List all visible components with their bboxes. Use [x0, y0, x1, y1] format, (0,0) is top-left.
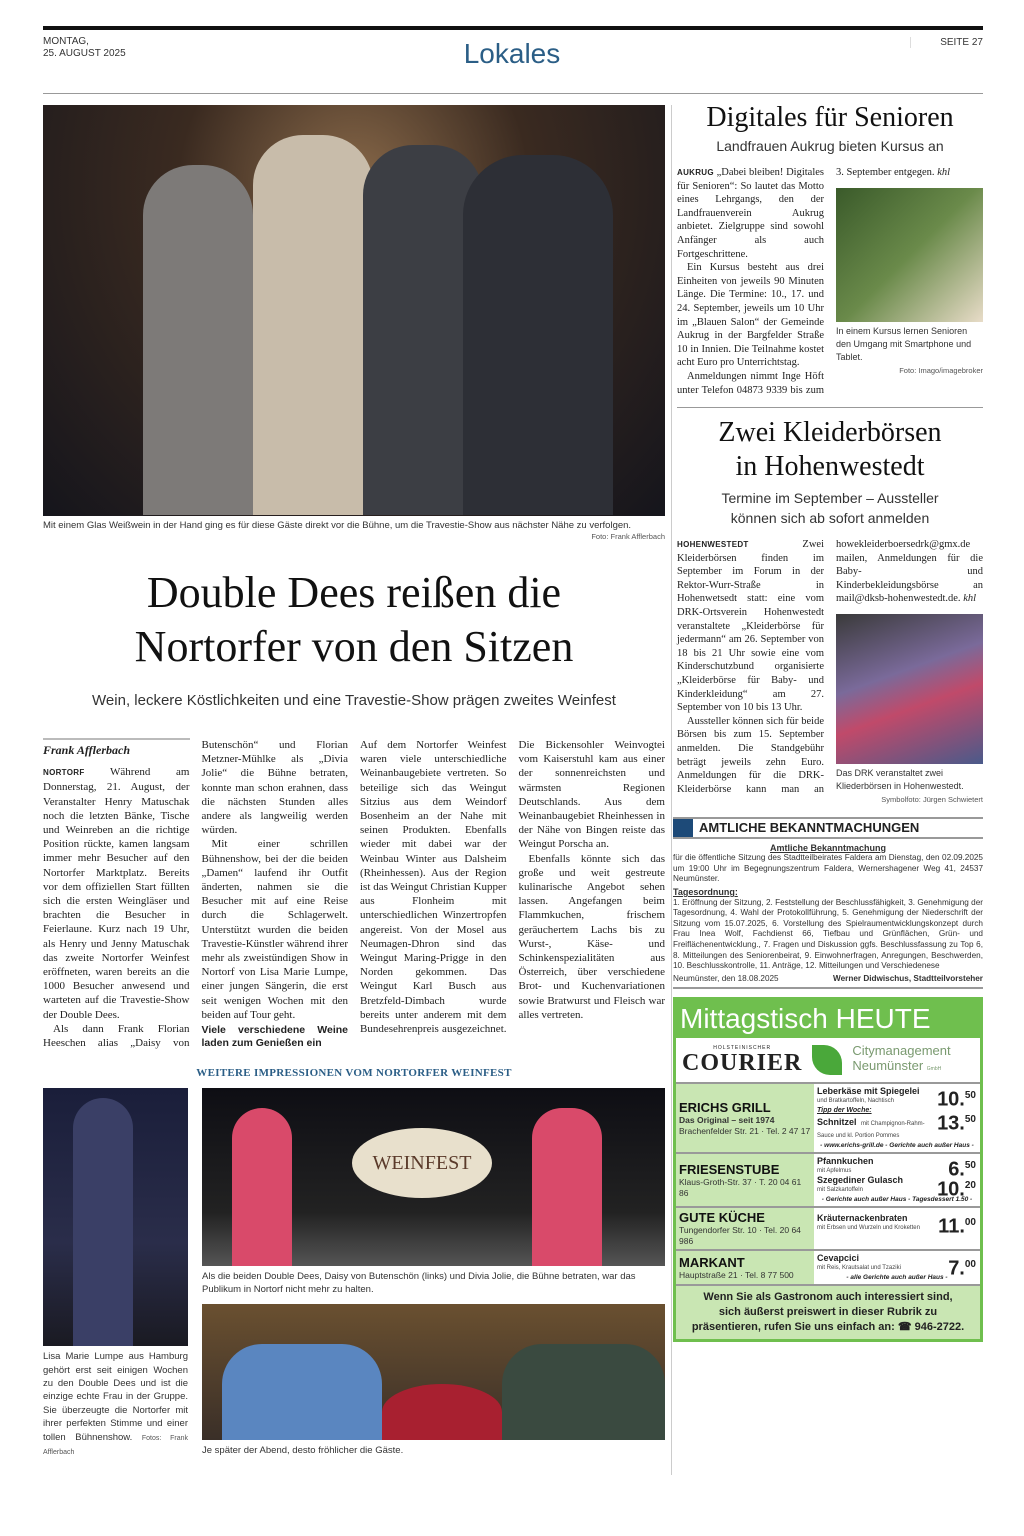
erichs-note: - www.erichs-grill.de - Gerichte auch außer Haus - — [820, 1142, 974, 1150]
header-rule — [43, 93, 983, 94]
gallery — [43, 1088, 665, 1473]
amtlich-header: AMTLICHE BEKANNTMACHUNGEN — [673, 817, 983, 839]
senioren-caption: In einem Kursus lernen Senioren den Umgang mit Smartphone und Tablet. — [836, 325, 972, 362]
author-initials: khl — [937, 167, 951, 178]
subheading: Viele verschiedene Weine laden zum Genießen ein — [201, 1024, 348, 1050]
paragraph: Während am Donnerstag, 21. August, der Veranstalter Henry Matuschak noch die letzten Bänke, Tische und Weinreben an die richtige Position rückte, kamen langsam immer mehr Besucher auf den Nortorfer Marktplatz. Bereits vor dem offiziellen Start füllten sich die ersten Weingläser und brachten die Besucher in Feierlaune. Kurz nach 19 Uhr, als Henry und Jenny Matuschak das zweite Nortorfer Weinfest eröffneten, waren bereits an die 1000 Besucher anwesend und warteten auf die Travestie-Show der Double Dees. — [43, 766, 190, 1021]
ad-row-gute-kueche: GUTE KÜCHE Tungendorfer Str. 10 · Tel. 20 64 986 Kräuternackenbraten mit Erbsen und Wurzeln und Kroketten 11.00 — [676, 1206, 980, 1249]
photo-singer — [43, 1088, 188, 1346]
dateline: AUKRUG — [677, 168, 714, 177]
paragraph: Ebenfalls könnte sich das große und weit gestreute kulinarische Angebot sehen lassen. Angefangen beim Flammkuchen, frischem geräuchertem Lachs bis zu Wurst-, Käse- und Schinkenspezialitäten aus Österreich, über verschiedene Brot- und Kuchenvariationen sowie Bratwurst und Fleisch war alles vertreten. — [518, 852, 665, 1021]
byline: Frank Afflerbach — [43, 738, 190, 757]
page-number: SEITE 27 — [910, 37, 983, 48]
ad-footer: Wenn Sie als Gastronom auch interessiert sind, sich äußerst preiswert in dieser Rubrik zu präsentieren, rufen Sie uns einfach an: ☎ 946-2722. — [676, 1284, 980, 1339]
blue-marker — [673, 819, 693, 837]
paragraph: Mit einer schrillen Bühnenshow, bei der die beiden „Damen“ laufend ihr Outfit änderten, nahmen sie die Besucher mit auf eine Reise durch die Schlagerwelt. Unterstützt wurden die beiden Travestie-Künstler während ihrer mehr als zweistündigen Show in Nortorf von Lisa Marie Lumpe, einer jungen Sängerin, die erst seit wenigen Wochen mit den beiden auf Tour geht. — [201, 838, 348, 1021]
column-divider — [671, 105, 672, 1475]
signer: Werner Didwischus, Stadtteilvorsteher — [833, 973, 983, 983]
weinfest-sign: WEINFEST — [352, 1128, 492, 1198]
mittagstisch-ad — [673, 997, 983, 1342]
table-shape — [382, 1384, 502, 1440]
person-shape — [253, 135, 373, 515]
section-title: Lokales — [463, 38, 561, 69]
singer-caption: Lisa Marie Lumpe aus Hamburg gehört erst seit einigen Wochen zu den Double Dees und ist die einzige echte Frau in der Gruppe. Sie überzeugte die Nortorfer mit ihrer perfekten Stimme und einer tollen Bühnenshow. Fotos: Frank Afflerbach — [43, 1351, 189, 1457]
person-shape — [143, 165, 253, 515]
main-photo-caption-block — [43, 519, 665, 541]
weekday: MONTAG, — [43, 36, 89, 47]
kleider-figure — [836, 614, 983, 807]
person-shape — [463, 155, 613, 515]
senioren-body: AUKRUG „Dabei bleiben! Digitales für Senioren“: So lautet das Motto eines Lehrgangs, den der Landfrauenverein Aukrug anbietet. Zielgruppe sind sowohl Anfänger als auch Fortgeschrittene. Ein Kursus besteht aus drei Einheiten von jeweils 90 Minuten Länge. Die Termine: 10., 17. und 24. September, jeweils um 10 Uhr im „Blauen Salon“ der Gemeinde Aukrug in der Bargfelder Straße 10 in Innien. Die Teilnahme kostet acht Euro pro Unterrichtstag. Anmeldungen nimmt Inge Höft unter Telefon 04873 9339 bis zum 3. September entgegen. khl In einem Kursus lernen Senioren den Umgang mit Smartphone und Tablet. Foto: Imago/imagebroker — [677, 167, 983, 396]
top-rule — [43, 26, 983, 30]
person-shape — [73, 1098, 133, 1346]
main-photo-credit: Foto: Frank Afflerbach — [591, 532, 665, 541]
paragraph: Als dann Frank Florian Heeschen alias „Daisy von Butenschön“ und Florian Metzner-Mühlke als „Divia Jolie“ die Bühne betraten, konnte man schon erahnen, dass die nächsten Stunden alles andere als langweilig werden würden. — [43, 739, 348, 1050]
performer-shape — [232, 1108, 292, 1266]
divider — [677, 407, 983, 408]
article-subtitle: Wein, leckere Köstlichkeiten und eine Travestie-Show prägen zweites Weinfest — [92, 692, 616, 709]
author-initials: khl — [963, 593, 977, 605]
senioren-subtitle: Landfrauen Aukrug bieten Kursus an — [716, 138, 944, 154]
kleider-subtitle: Termine im September – Aussteller können sich ab sofort anmelden — [721, 490, 939, 527]
gallery-title: WEITERE IMPRESSIONEN VOM NORTORFER WEINFEST — [196, 1067, 512, 1080]
gallery-right — [202, 1088, 665, 1457]
main-photo-guests — [43, 105, 665, 516]
senioren-photo — [836, 188, 983, 322]
amtlich-title: Amtliche Bekanntmachung — [769, 842, 887, 853]
senioren-credit: Foto: Imago/imagebroker — [899, 365, 983, 375]
ad-title: Mittagstisch HEUTE — [676, 1000, 980, 1038]
kleider-title: Zwei Kleiderbörsen in Hohenwestedt — [718, 417, 942, 483]
ad-row-markant: MARKANT Hauptstraße 21 · Tel. 8 77 500 Cevapcici mit Reis, Krautsalat und Tzaziki - alle Gerichte auch außer Haus - 7.00 — [676, 1249, 980, 1284]
gallery-credit: Fotos: Frank Afflerbach — [43, 1434, 189, 1457]
ad-row-friesenstube: FRIESENSTUBE Klaus-Groth-Str. 37 · T. 20 04 61 86 Pfannkuchen mit Apfelmus Szegediner Gulasch mit Salzkartoffeln - Gerichte auch außer Haus - Tagesdessert 1.50 - 6.50 10.20 — [676, 1152, 980, 1206]
date: 25. AUGUST 2025 — [43, 48, 126, 59]
right-column — [673, 100, 983, 1342]
main-article-body — [43, 738, 665, 1050]
ad-row-erichs-grill: ERICHS GRILL Das Original – seit 1974 Brachenfelder Str. 21 · Tel. 2 47 17 Leberkäse mit Spiegelei und Bratkartoffeln, Nachtisch Tipp der Woche: Schnitzel mit Champignon-Rahm-Sauce und kl. Portion Pommes - www.erichs-grill.de - Gerichte auch außer Haus - 10.50 13.50 — [676, 1082, 980, 1152]
headline-line-1: Double Dees reißen die — [146, 568, 562, 617]
kleider-caption: Das DRK veranstaltet zwei Kliederbörsen in Hohenwestedt. — [836, 768, 964, 792]
main-photo-caption: Mit einem Glas Weißwein in der Hand ging es für diese Gäste direkt vor die Bühne, um die Travestie-Show aus nächster Nähe zu verfolgen. — [43, 520, 632, 531]
guests-caption: Je später der Abend, desto fröhlicher die Gäste. — [202, 1445, 404, 1457]
kleider-photo — [836, 614, 983, 764]
person-shape — [222, 1344, 382, 1440]
photo-stage — [202, 1088, 665, 1266]
left-column — [43, 738, 665, 1473]
photo-guests-table — [202, 1304, 665, 1440]
performer-shape — [532, 1108, 602, 1266]
kleider-body: HOHENWESTEDT Zwei Kleiderbörsen finden im September im Forum in der Rektor-Wurr-Straße in Hohenwetsedt statt: eine vom DRK-Ortsverein Hohenwestedt veranstaltete „Kleiderbörse für jedermann“ am 26. September von 18 bis 21 Uhr sowie eine vom Kinderschutzbund organisierte „Kleiderbörse für Baby- und Kinderkleidung“ am 27. September von 10 bis 13 Uhr. Aussteller können sich für beide Börsen bis zum 15. September anmelden. Die Standgebühr beträgt jeweils zehn Euro. Anmeldungen für die DRK-Kleiderbörse kann man an howekleiderboersedrk@gmx.de mailen, Anmeldungen für die Baby- und Kinderbekleidungsbörse an mail@dksb-hohenwestedt.de. khl Das DRK veranstaltet zwei Kliederbörsen in Hohenwestedt. Symbolfoto: Jürgen Schwietert — [677, 538, 983, 807]
ad-phone: 946-2722. — [914, 1321, 965, 1334]
paragraph: Auf dem Nortorfer Weinfest waren viele unterschiedliche Weinanbaugebiete vertreten. So beteilige sich das Weingut Sitzius aus dem Weindorf Bosenheim an der Nahe mit seinen Produkten. Ebenfalls wieder mit dabei war der Weinbau Winter aus Dalsheim (Rheinhessen). Aus der Region ist das Weingut Christian Kupper aus Flonheim mit unterschiedlichen Winzertropfen angereist. Von der Mosel aus Neumagen-Dhron sind das Weingut Maring-Prigge in den Norden gekommen. Das Weingut Karl Busch aus Bretzfeld-Dimbach wurde bereits unter anderem mit dem Bundesehrenpreis ausgezeichnet. Die Bickensohler Weinvogtei vom Kaiserstuhl kam aus einer der sonnenreichsten und wärmsten Regionen Deutschlands. Aus dem Weinanbaugebiet Rheinhessen in der Nähe von Bingen reiste das Weingut Porscha an. — [360, 739, 665, 1036]
ad-logos — [676, 1038, 980, 1082]
amtlich-body: Amtliche Bekanntmachung für die öffentliche Sitzung des Stadtteilbeirates Faldera am Dienstag, den 02.09.2025 um 19:00 Uhr im Begegnungszentrum Faldera, Wernershagener Weg 41, 24537 Neumünster. Tagesordnung: 1. Eröffnung der Sitzung, 2. Feststellung der Beschlussfähigkeit, 3. Genehmigung der Tagesordnung, 4. Wahl der Protokollführung, 5. Genehmigung der Niederschrift der Sitzung vom 15.07.2025, 6. Vorstellung des Spielraumentwicklungskonzept durch Frau Inea Wolf, Fachdienst 66, Tiefbau und Grünflächen, Grün- und Freiflächenentwicklung., 7. Fragen und Diskussion ggfs. Beschlussfassung zu Top 6, 8. Mitteilungen des Seniorenbeirat, 9. Einwohnerfragen, Anregungen, Beschwerden, 10. Beschlusskontrolle, 11. Anträge, 12. Mitteilungen und Verschiedenese Neumünster, den 18.08.2025 Werner Didwischus, Stadtteilvorsteher — [673, 843, 983, 990]
telephone-icon: ☎ — [897, 1321, 912, 1334]
person-shape — [502, 1344, 665, 1440]
senioren-figure — [836, 188, 983, 378]
dateline: NORTORF — [43, 768, 85, 778]
kleider-credit: Symbolfoto: Jürgen Schwietert — [881, 795, 983, 805]
headline-line-2: Nortorfer von den Sitzen — [134, 622, 574, 671]
gallery-singer — [43, 1088, 188, 1459]
stage-caption: Als die beiden Double Dees, Daisy von Butenschön (links) und Divia Jolie, die Bühne betraten, war das Publikum in Nortorf nicht mehr zu halten. — [202, 1271, 636, 1296]
dateline: HOHENWESTEDT — [677, 540, 749, 550]
senioren-title: Digitales für Senioren — [706, 102, 954, 133]
leaf-icon — [812, 1045, 842, 1075]
citymanagement-logo: Citymanagement Neumünster GmbH — [852, 1043, 951, 1074]
courier-logo: HOLSTEINISCHER COURIER — [682, 1045, 803, 1077]
